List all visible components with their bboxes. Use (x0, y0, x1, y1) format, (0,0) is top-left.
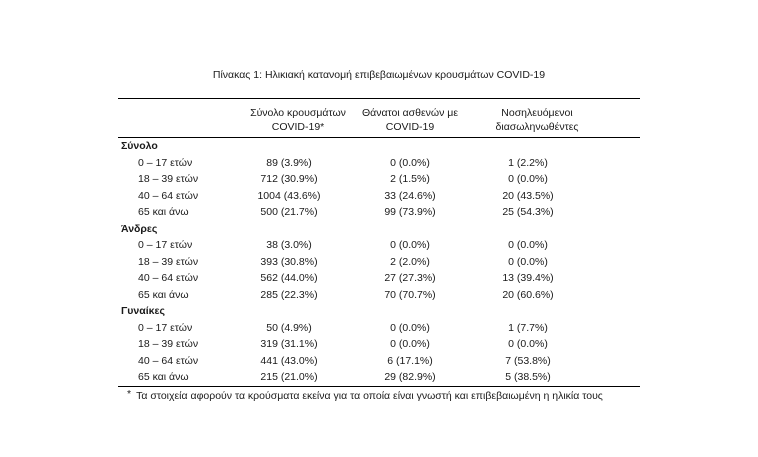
deaths-cell: 0 (0.0%) (390, 338, 430, 350)
table-row (118, 171, 640, 188)
age-group-cell: 0 – 17 ετών (138, 156, 193, 169)
section-label: Σύνολο (121, 140, 158, 152)
intubated-cell: 1 (7.7%) (508, 321, 548, 334)
column-header-line: Θάνατοι ασθενών με (361, 107, 459, 119)
intubated-cell: 0 (0.0%) (508, 338, 548, 350)
intubated-cell: 0 (0.0%) (508, 239, 548, 251)
age-group-cell: 65 και άνω (138, 288, 189, 301)
deaths-cell: 0 (0.0%) (390, 239, 430, 251)
age-distribution-table (118, 98, 640, 387)
deaths-cell: 2 (1.5%) (390, 173, 430, 185)
section-heading-men (118, 221, 640, 238)
total-cases-cell: 393 (30.8%) (260, 255, 318, 268)
column-header-line: COVID-19 (385, 121, 435, 133)
table-row (118, 369, 640, 386)
age-group-cell: 65 και άνω (138, 206, 189, 218)
age-group-cell: 18 – 39 ετών (138, 255, 199, 268)
deaths-cell: 2 (2.0%) (390, 255, 430, 268)
deaths-cell: 27 (27.3%) (384, 272, 436, 284)
column-header-line: Νοσηλευόμενοι (501, 107, 573, 119)
total-cases-cell: 38 (3.0%) (266, 239, 312, 251)
section-heading-total (118, 138, 640, 155)
table-body (118, 138, 640, 386)
table-row (118, 270, 640, 287)
table-header (118, 99, 640, 138)
total-cases-cell: 215 (21.0%) (260, 371, 318, 383)
table-row (118, 287, 640, 304)
total-cases-cell: 50 (4.9%) (266, 321, 312, 334)
total-cases-cell: 500 (21.7%) (260, 206, 318, 218)
intubated-cell: 5 (38.5%) (505, 371, 551, 383)
table-row (118, 155, 640, 172)
footnote-text: Τα στοιχεία αφορούν τα κρούσματα εκείνα για τα οποία είναι γνωστή και επιβεβαιωμένη η ηλικία τους (136, 390, 603, 402)
total-cases-cell: 319 (31.1%) (260, 338, 318, 350)
intubated-cell: 20 (60.6%) (502, 288, 554, 301)
deaths-cell: 6 (17.1%) (387, 354, 433, 367)
age-group-cell: 40 – 64 ετών (138, 189, 199, 202)
deaths-cell: 29 (82.9%) (384, 371, 436, 383)
column-header-line: διασωληνωθέντες (495, 121, 579, 133)
deaths-cell: 0 (0.0%) (390, 156, 430, 169)
table-row (118, 320, 640, 337)
column-header-line: COVID-19* (271, 121, 325, 133)
intubated-cell: 20 (43.5%) (502, 189, 554, 202)
total-cases-cell: 1004 (43.6%) (257, 189, 321, 202)
table-title: Πίνακας 1: Ηλικιακή κατανομή επιβεβαιωμένων κρουσμάτων COVID-19 (212, 69, 546, 81)
footnote (127, 389, 603, 403)
intubated-cell: 25 (54.3%) (502, 206, 554, 218)
section-label: Γυναίκες (121, 305, 165, 317)
age-group-cell: 0 – 17 ετών (138, 321, 193, 334)
column-header-intubated (462, 106, 612, 134)
total-cases-cell: 89 (3.9%) (266, 156, 312, 169)
age-group-cell: 18 – 39 ετών (138, 173, 199, 185)
age-group-cell: 40 – 64 ετών (138, 272, 199, 284)
table-row (118, 353, 640, 370)
total-cases-cell: 562 (44.0%) (260, 272, 318, 284)
age-group-cell: 18 – 39 ετών (138, 338, 199, 350)
intubated-cell: 7 (53.8%) (505, 354, 551, 367)
deaths-cell: 70 (70.7%) (384, 288, 436, 301)
table-row (118, 254, 640, 271)
table-row (118, 336, 640, 353)
intubated-cell: 13 (39.4%) (502, 272, 554, 284)
age-group-cell: 65 και άνω (138, 371, 189, 383)
section-label: Άνδρες (121, 222, 158, 235)
total-cases-cell: 441 (43.0%) (260, 354, 318, 367)
total-cases-cell: 712 (30.9%) (260, 173, 318, 185)
intubated-cell: 0 (0.0%) (508, 255, 548, 268)
table-row (118, 204, 640, 221)
table-row (118, 188, 640, 205)
column-header-line: Σύνολο κρουσμάτων (250, 107, 346, 119)
section-heading-women (118, 303, 640, 320)
age-group-cell: 0 – 17 ετών (138, 239, 193, 251)
deaths-cell: 33 (24.6%) (384, 189, 436, 202)
deaths-cell: 0 (0.0%) (390, 321, 430, 334)
age-group-cell: 40 – 64 ετών (138, 354, 199, 367)
total-cases-cell: 285 (22.3%) (260, 288, 318, 301)
deaths-cell: 99 (73.9%) (384, 206, 436, 218)
intubated-cell: 0 (0.0%) (508, 173, 548, 185)
intubated-cell: 1 (2.2%) (508, 156, 548, 169)
table-row (118, 237, 640, 254)
footnote-marker: * (127, 388, 132, 400)
